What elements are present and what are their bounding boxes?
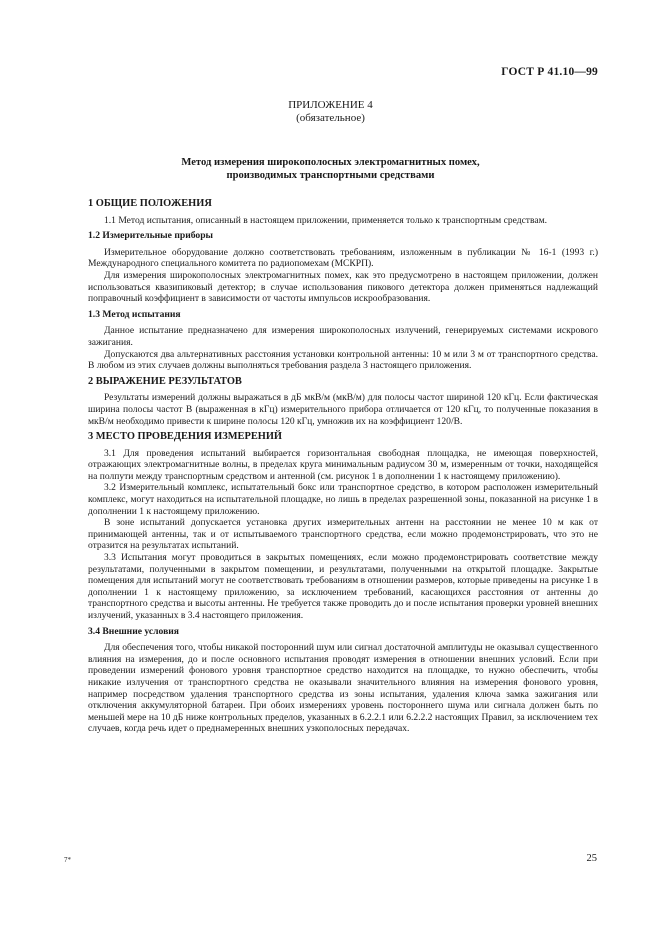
subsection-heading: 3.4 Внешние условия [88,625,179,637]
paragraph: Для обеспечения того, чтобы никакой посторонний шум или сигнал достаточной амплитуды не оказывал существенного влияния на измерения, до и после основного испытания проводят измерения в отношении внешних условий. Если при проведении измерений фонового уровня транспортное средство находится на площадке, то нужно обеспечить, чтобы никакие излучения от транспортного средства не оказывали значительного влияния на измерения фонового уровня, например посредством удаления транспортного средства из зоны испытания, удаления ключа замка зажигания или отключения аккумуляторной батареи. При обоих измерениях уровень постороннего шума или сигнала должен быть по меньшей мере на 10 дБ ниже контрольных пределов, указанных в 6.2.2.1 или 6.2.2.2 настоящих Правил, за исключением тех случаев, когда речь идет о преднамеренных внешних узкополосных передачах. [88,642,598,735]
paragraph: В зоне испытаний допускается установка других измерительных антенн на расстоянии не менее 10 м как от принимающей антенны, так и от испытываемого транспортного средства, если можно продемонстрировать, что это не отразится на результатах испытаний. [88,517,598,552]
page-number: 25 [586,853,597,864]
appendix-label: ПРИЛОЖЕНИЕ 4 [288,99,373,111]
paragraph: Результаты измерений должны выражаться в дБ мкВ/м (мкВ/м) для полосы частот шириной 120 кГц. Если фактическая ширина полосы частот В (выраженная в кГц) измерительного прибора отличается от 120 кГц, то полученные показания в мкВ/м необходимо привести к ширине полосы 120 кГц, умножив их на коэффициент 120/В. [88,392,598,427]
paragraph: Для измерения широкополосных электромагнитных помех, как это предусмотрено в настоящем приложении, должен использоваться квазипиковый детектор; в случае использования пикового детектора должен применяться надлежащий поправочный коэффициент в зависимости от частоты импульсов искрообразования. [88,269,598,305]
paragraph: 1.1 Метод испытания, описанный в настоящем приложении, применяется только к транспортным средствам. [104,214,548,226]
paragraph: 3.1 Для проведения испытаний выбирается горизонтальная свободная площадка, не имеющая поверхностей, отражающих электромагнитные волны, в пределах круга минимальным радиусом 30 м, измеренным от точки, находящейся на полпути между транспортным средством и антенной (см. рисунок 1 в дополнении 1 к настоящему приложению). [88,447,598,482]
document-title [0,156,661,182]
standard-header: ГОСТ Р 41.10—99 [501,66,598,78]
signature-mark: 7* [64,856,71,864]
paragraph: 3.2 Измерительный комплекс, испытательный бокс или транспортное средство, в котором расположен измерительный комплекс, могут находиться на испытательной площадке, но лишь в пределах разрешенной зоны, показанной на рисунке 1 в дополнении 1 к настоящему приложению. [88,482,598,517]
appendix-heading [0,99,661,125]
appendix-status: (обязательное) [296,112,365,124]
title-line-1: Метод измерения широкополосных электромагнитных помех, [181,157,480,168]
section-heading: 3 МЕСТО ПРОВЕДЕНИЯ ИЗМЕРЕНИЙ [88,431,282,443]
subsection-heading: 1.3 Метод испытания [88,308,181,320]
section-heading: 1 ОБЩИЕ ПОЛОЖЕНИЯ [88,198,212,209]
document-body [88,198,598,735]
paragraph: Допускаются два альтернативных расстояния установки контрольной антенны: 10 м или 3 м от транспортного средства. В любом из этих случаев должны выполняться требования раздела 3 настоящего приложения. [88,348,598,372]
paragraph: 3.3 Испытания могут проводиться в закрытых помещениях, если можно продемонстрировать соответствие между результатами, полученными в закрытом помещении, и результатами, полученными на открытой площадке. Закрытые помещения для испытаний могут не соответствовать требованиям в отношении размеров, которые приведены на рисунке 1 в дополнении 1 к настоящему приложению, за исключением требований, касающихся расстояния от антенны до транспортного средства и высоты антенны. Не требуется также проводить до и после испытания проверки уровней внешних излучений, указанных в 3.4 настоящего приложения. [88,552,598,621]
paragraph: Измерительное оборудование должно соответствовать требованиям, изложенным в публикации № 16-1 (1993 г.) Международного специального комитета по радиопомехам (МСКРП). [88,246,598,270]
paragraph: Данное испытание предназначено для измерения широкополосных излучений, генерируемых системами искрового зажигания. [88,325,598,348]
title-line-2: производимых транспортными средствами [226,170,435,181]
section-heading: 2 ВЫРАЖЕНИЕ РЕЗУЛЬТАТОВ [88,375,242,387]
subsection-heading: 1.2 Измерительные приборы [88,230,214,242]
